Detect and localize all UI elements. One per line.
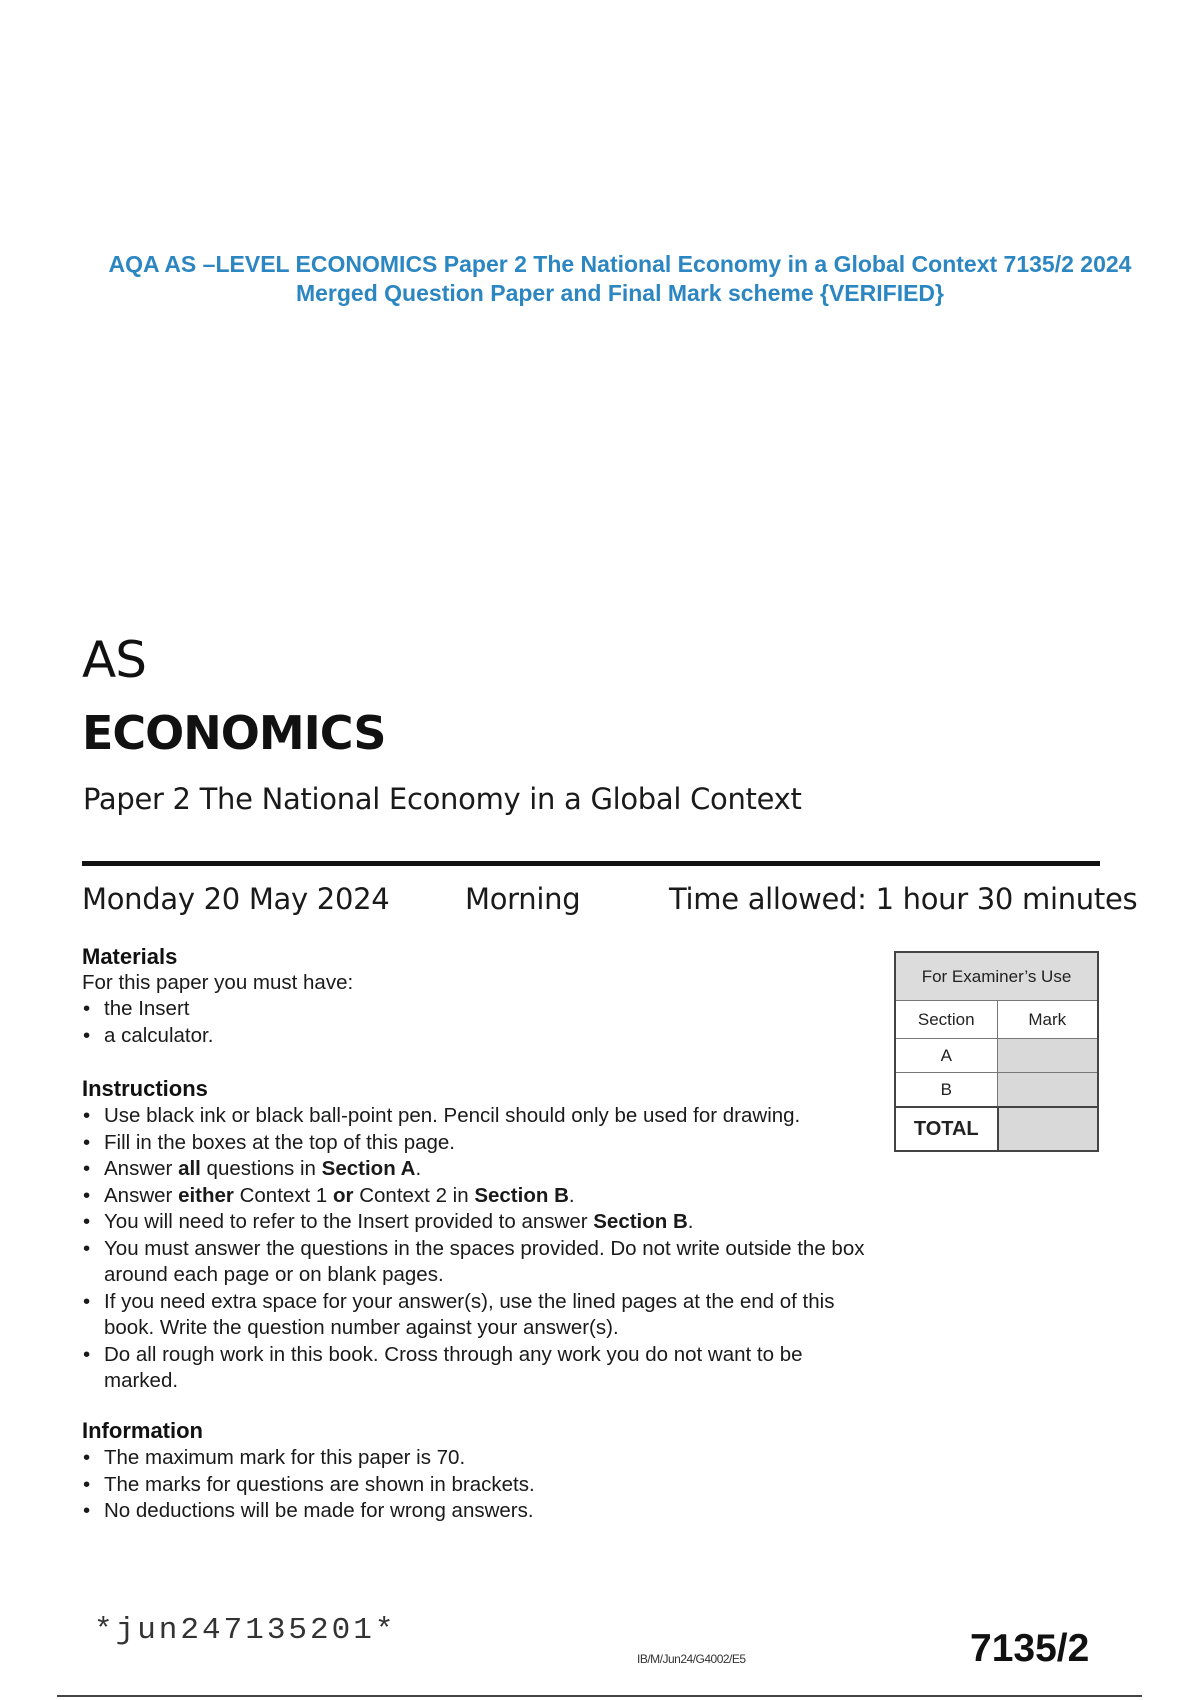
instruction-item bbox=[82, 1236, 882, 1289]
list-item: • The marks for questions are shown in brackets. bbox=[82, 1472, 882, 1499]
list-item: • No deductions will be made for wrong answers. bbox=[82, 1498, 882, 1525]
instruction-item bbox=[82, 1156, 882, 1183]
banner-line-1: AQA AS –LEVEL ECONOMICS Paper 2 The National Economy in a Global Context 7135/2 2024 bbox=[108, 251, 1132, 277]
instruction-text: Context 1 bbox=[233, 1183, 334, 1207]
instruction-text: . bbox=[415, 1157, 422, 1180]
header-divider bbox=[82, 861, 1100, 866]
examiner-box-title: For Examiner’s Use bbox=[896, 953, 1097, 1000]
instruction-text: Answer bbox=[104, 1183, 179, 1207]
paper-title: Paper 2 The National Economy in a Global Context bbox=[83, 782, 802, 816]
instruction-text: questions in bbox=[200, 1157, 322, 1180]
emphasis-text: Section B bbox=[593, 1210, 688, 1233]
mark-column-header: Mark bbox=[997, 1001, 1098, 1038]
banner-line-2: Merged Question Paper and Final Mark scheme {VERIFIED} bbox=[295, 280, 944, 306]
examiner-use-box bbox=[894, 951, 1099, 1152]
emphasis-text: Section A bbox=[321, 1157, 416, 1180]
materials-list bbox=[82, 996, 882, 1049]
information-list bbox=[82, 1445, 882, 1525]
paper-code: 7135/2 bbox=[970, 1627, 1090, 1670]
instruction-item bbox=[82, 1209, 882, 1236]
subject-title: ECONOMICS bbox=[82, 706, 386, 760]
instruction-text: Do all rough work in this book. Cross through any work you do not want to be marked. bbox=[104, 1342, 803, 1392]
exam-date: Monday 20 May 2024 bbox=[82, 882, 390, 916]
section-label: A bbox=[896, 1039, 997, 1072]
materials-intro: For this paper you must have: bbox=[82, 971, 354, 994]
list-item: • the Insert bbox=[82, 996, 882, 1023]
total-label: TOTAL bbox=[896, 1108, 997, 1150]
qualification-level: AS bbox=[82, 631, 146, 689]
instruction-text: You must answer the questions in the spaces provided. Do not write outside the box around each page or on blank pages. bbox=[104, 1236, 865, 1286]
instruction-item bbox=[82, 1183, 882, 1210]
emphasis-text: all bbox=[178, 1157, 201, 1180]
emphasis-text: either bbox=[178, 1183, 234, 1207]
list-item: • The maximum mark for this paper is 70. bbox=[82, 1445, 882, 1472]
instructions-heading: Instructions bbox=[82, 1076, 208, 1101]
instruction-text: . bbox=[568, 1183, 575, 1207]
emphasis-text: Section B bbox=[474, 1183, 569, 1207]
document-banner bbox=[60, 250, 1180, 308]
instruction-text: Use black ink or black ball-point pen. Pencil should only be used for drawing. bbox=[104, 1104, 801, 1127]
instruction-text: You will need to refer to the Insert provided to answer bbox=[104, 1210, 594, 1233]
list-item: • a calculator. bbox=[82, 1023, 882, 1050]
instruction-item bbox=[82, 1103, 882, 1130]
exam-session: Morning bbox=[465, 882, 581, 916]
mark-cell bbox=[997, 1039, 1098, 1072]
emphasis-text: or bbox=[333, 1183, 354, 1207]
instruction-text: Answer bbox=[104, 1157, 179, 1180]
information-heading: Information bbox=[82, 1418, 203, 1443]
instruction-text: Fill in the boxes at the top of this page. bbox=[104, 1130, 455, 1154]
instruction-text: . bbox=[687, 1210, 694, 1233]
total-mark-cell bbox=[997, 1108, 1098, 1150]
instruction-text: If you need extra space for your answer(s), use the lined pages at the end of this book. Write the question number against your answer(s). bbox=[104, 1289, 835, 1339]
instruction-text: Context 2 in bbox=[353, 1183, 475, 1207]
barcode-text: *jun247135201* bbox=[94, 1613, 397, 1648]
instruction-item bbox=[82, 1289, 882, 1342]
section-label: B bbox=[896, 1073, 997, 1106]
footer-divider bbox=[57, 1695, 1142, 1697]
instruction-item bbox=[82, 1342, 882, 1395]
time-allowed: Time allowed: 1 hour 30 minutes bbox=[669, 882, 1138, 916]
section-column-header: Section bbox=[896, 1001, 997, 1038]
materials-heading: Materials bbox=[82, 944, 178, 969]
instruction-item bbox=[82, 1130, 882, 1157]
reference-code: IB/M/Jun24/G4002/E5 bbox=[637, 1652, 746, 1666]
mark-cell bbox=[997, 1073, 1098, 1106]
instructions-list bbox=[82, 1103, 882, 1395]
